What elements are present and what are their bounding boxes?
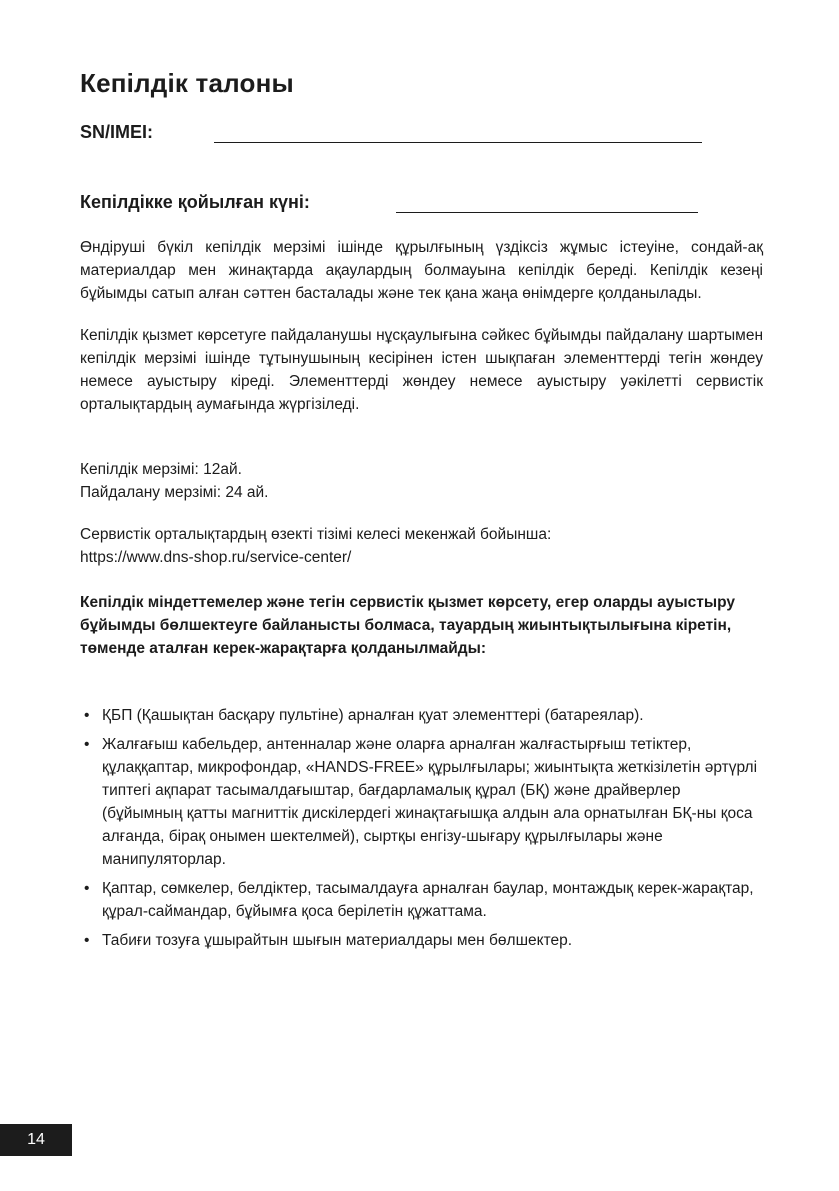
- warranty-paragraph-2: Кепілдік қызмет көрсетуге пайдаланушы нұсқаулығына сәйкес бұйымды пайдалану шартымен кепілдік мерзімі ішінде тұтынушының кесірінен істен шықпаған элементтерді тегін жөндеу немесе ауыстыру кіреді. Элементтерді жөндеу немесе ауыстыру уәкілетті сервистік орталықтардың аумағында жүргізіледі.: [80, 327, 763, 413]
- list-item: [80, 929, 760, 952]
- sn-imei-blank-line: [214, 122, 702, 143]
- warranty-paragraph-1: Өндіруші бүкіл кепілдік мерзімі ішінде құрылғының үздіксіз жұмыс істеуіне, сондай-ақ материалдар мен жинақтарда ақаулардың болмауына кепілдік береді. Кепілдік кезеңі бұйымды сатып алған сәттен басталады және тек қана жаңа өнімдерге қолданылады.: [80, 239, 763, 302]
- bullet-icon: •: [84, 707, 90, 724]
- service-centers-text: Сервистік орталықтардың өзекті тізімі келесі мекенжай бойынша:: [80, 526, 552, 543]
- exclusions-notice: Кепілдік міндеттемелер және тегін сервистік қызмет көрсету, егер оларды ауыстыру бұйымды бөлшектеуге байланысты болмаса, тауардың жиынтықтылығына кіретін, төменде аталған керек-жарақтарға қолданылмайды:: [80, 594, 735, 657]
- warranty-date-blank-line: [396, 192, 698, 213]
- sn-imei-field: [80, 122, 153, 143]
- warranty-term: Кепілдік мерзімі: 12ай.: [80, 461, 242, 478]
- warranty-date-field: [80, 192, 310, 213]
- service-centers-url: https://www.dns-shop.ru/service-center/: [80, 549, 352, 566]
- list-item: [80, 733, 760, 871]
- list-item-text: Қаптар, сөмкелер, белдіктер, тасымалдауға арналған баулар, монтаждық керек-жарақтар, құрал-саймандар, бұйымға қоса берілетін құжаттама.: [102, 880, 754, 920]
- list-item-text: ҚБП (Қашықтан басқару пультіне) арналған қуат элементтері (батареялар).: [102, 707, 644, 724]
- sn-imei-label: SN/IMEI:: [80, 122, 154, 142]
- page-number: 14: [0, 1124, 72, 1156]
- warranty-date-label: Кепілдікке қойылған күні:: [80, 192, 310, 212]
- page-title: Кепілдік талоны: [80, 68, 294, 98]
- service-life: Пайдалану мерзімі: 24 ай.: [80, 484, 269, 501]
- bullet-icon: •: [84, 736, 90, 753]
- list-item-text: Жалғағыш кабельдер, антенналар және оларға арналған жалғастырғыш тетіктер, құлаққаптар, микрофондар, «HANDS-FREE» құрылғылары; жиынтықта жеткізілетін әртүрлі типтегі ақпарат тасымалдағыштар, бағдарламалық құрал (БҚ) және драйверлер (бұйымның қатты магниттік дискілердегі жинақтағышқа алдын ала орнатылған БҚ-ны қоса алғанда, бірақ онымен шектелмей), сыртқы енгізу-шығару құрылғылары және манипуляторлар.: [102, 736, 758, 868]
- exclusions-list: [80, 704, 760, 958]
- list-item-text: Табиғи тозуға ұшырайтын шығын материалдары мен бөлшектер.: [102, 932, 573, 949]
- list-item: [80, 877, 760, 923]
- bullet-icon: •: [84, 932, 90, 949]
- bullet-icon: •: [84, 880, 90, 897]
- list-item: [80, 704, 760, 727]
